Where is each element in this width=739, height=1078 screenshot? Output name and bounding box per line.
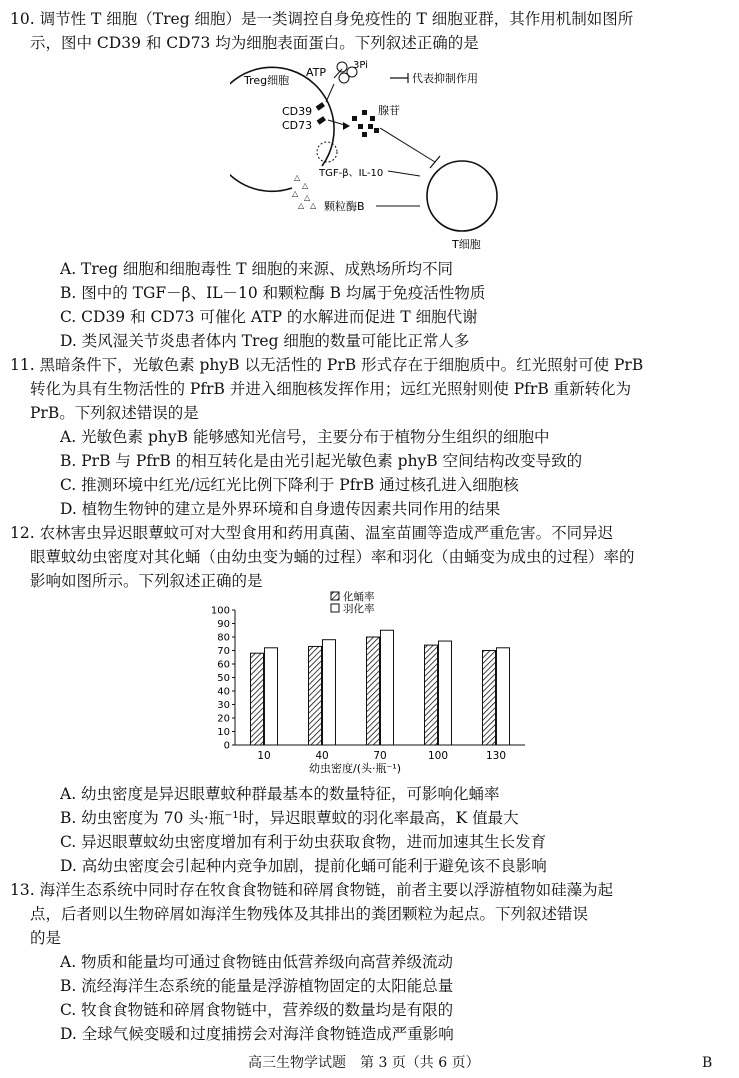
y-tick-label: 20 (217, 713, 230, 725)
svg-text:△: △ (310, 201, 317, 210)
y-tick-label: 40 (217, 686, 230, 698)
q13-stem-line2: 点，后者则以生物碎屑如海洋生物残体及其排出的粪团颗粒为起点。下列叙述错误 (30, 905, 589, 923)
q13-option-d: D. 全球气候变暖和过度捕捞会对海洋食物链造成严重影响 (60, 1025, 454, 1043)
bar-eclosion (497, 648, 510, 745)
adenosine-label: 腺苷 (378, 104, 400, 117)
y-tick-label: 100 (210, 605, 230, 617)
bar-eclosion (381, 630, 394, 745)
granzyme-label: 颗粒酶B (324, 200, 365, 213)
atp-label: ATP (306, 66, 327, 79)
q11-stem-line3: PrB。下列叙述错误的是 (30, 404, 199, 422)
svg-text:△: △ (302, 181, 309, 190)
q13-option-b: B. 流经海洋生态系统的能量是浮游植物固定的太阳能总量 (60, 977, 454, 995)
q13-stem-line1: 13. 海洋生态系统中同时存在牧食食物链和碎屑食物链，前者主要以浮游植物如硅藻为起 (10, 881, 614, 899)
legend-label: 代表抑制作用 (412, 72, 478, 85)
granzyme-molecules (292, 173, 317, 210)
q12-stem-line2: 眼蕈蚊幼虫密度对其化蛹（由幼虫变为蛹的过程）率和羽化（由蛹变为成虫的过程）率的 (30, 548, 635, 566)
y-tick-label: 70 (217, 646, 230, 657)
bar-pupation (425, 645, 438, 745)
pi-label: 3Pi (353, 60, 368, 71)
legend-label: 化蛹率 (343, 591, 375, 603)
t-cell-outline (427, 161, 497, 231)
page-footer: 高三生物学试题 第 3 页（共 6 页） (248, 1055, 480, 1071)
svg-text:△: △ (304, 193, 311, 202)
q13-option-c: C. 牧食食物链和碎屑食物链中，营养级的数量均是有限的 (60, 1001, 454, 1019)
q12-stem-line3: 影响如图所示。下列叙述正确的是 (30, 572, 263, 590)
x-tick-label: 70 (373, 750, 387, 762)
adenosine-molecules (352, 110, 379, 137)
y-tick-label: 30 (217, 700, 230, 711)
cd73-label: CD73 (282, 119, 313, 132)
x-tick-label: 10 (257, 750, 271, 762)
bar-pupation (483, 651, 496, 746)
q13-stem-line3: 的是 (30, 929, 62, 947)
treg-label: Treg细胞 (244, 74, 290, 87)
x-axis-label: 幼虫密度/(头·瓶⁻¹) (308, 762, 402, 775)
y-tick-label: 50 (217, 673, 230, 684)
treg-mechanism-diagram (230, 58, 530, 253)
q10-stem-line2: 示，图中 CD39 和 CD73 均为细胞表面蛋白。下列叙述正确的是 (30, 34, 479, 52)
q13-option-a: A. 物质和能量均可通过食物链由低营养级向高营养级流动 (60, 953, 454, 971)
y-tick-label: 60 (217, 659, 230, 671)
bar-eclosion (323, 640, 336, 745)
version-label: B (702, 1055, 713, 1071)
q10-option-d: D. 类风湿关节炎患者体内 Treg 细胞的数量可能比正常人多 (60, 332, 470, 350)
q11-stem-line2: 转化为具有生物活性的 PfrB 并进入细胞核发挥作用；远红光照射则使 PfrB 重新转化为 (30, 380, 632, 398)
svg-text:△: △ (298, 201, 305, 210)
bar-eclosion (265, 648, 278, 745)
tgf-label: TGF-β、IL-10 (319, 168, 384, 179)
cd39-label: CD39 (282, 105, 313, 118)
q11-option-a: A. 光敏色素 phyB 能够感知光信号，主要分布于植物分生组织的细胞中 (60, 428, 550, 446)
x-tick-label: 40 (315, 750, 329, 762)
q10-option-a: A. Treg 细胞和细胞毒性 T 细胞的来源、成熟场所均不同 (60, 260, 454, 278)
bar-pupation (367, 637, 380, 745)
density-bar-chart (205, 590, 545, 778)
y-tick-label: 90 (217, 619, 230, 630)
q12-option-c: C. 异迟眼蕈蚊幼虫密度增加有利于幼虫获取食物，进而加速其生长发育 (60, 833, 547, 851)
q10-stem-line1: 10. 调节性 T 细胞（Treg 细胞）是一类调控自身免疫性的 T 细胞亚群，其作用机制如图所 (10, 10, 634, 28)
q10-option-c: C. CD39 和 CD73 可催化 ATP 的水解进而促进 T 细胞代谢 (60, 308, 478, 326)
bar-eclosion (439, 641, 452, 745)
legend-swatch (331, 604, 339, 612)
q11-option-d: D. 植物生物钟的建立是外界环境和自身遗传因素共同作用的结果 (60, 500, 501, 518)
q10-option-b: B. 图中的 TGF－β、IL－10 和颗粒酶 B 均属于免疫活性物质 (60, 284, 486, 302)
y-tick-label: 80 (217, 632, 230, 644)
t-cell-label: T细胞 (452, 238, 481, 251)
legend-label: 羽化率 (343, 603, 375, 615)
y-tick-label: 0 (223, 740, 230, 752)
q12-stem-line1: 12. 农林害虫异迟眼蕈蚊可对大型食用和药用真菌、温室苗圃等造成严重危害。不同异迟 (10, 524, 614, 542)
q11-option-c: C. 推测环境中红光/远红光比例下降利于 PfrB 通过核孔进入细胞核 (60, 476, 519, 494)
legend-swatch (331, 592, 339, 600)
bar-pupation (251, 653, 264, 745)
q11-stem-line1: 11. 黑暗条件下，光敏色素 phyB 以无活性的 PrB 形式存在于细胞质中。红光照射可使 PrB (10, 356, 644, 374)
y-tick-label: 10 (217, 727, 230, 738)
svg-text:△: △ (292, 189, 299, 198)
q11-option-b: B. PrB 与 PfrB 的相互转化是由光引起光敏色素 phyB 空间结构改变导致的 (60, 452, 583, 470)
svg-text:△: △ (294, 173, 301, 182)
x-tick-label: 100 (427, 750, 449, 762)
x-tick-label: 130 (485, 750, 507, 762)
q12-option-a: A. 幼虫密度是异迟眼蕈蚊种群最基本的数量特征，可影响化蛹率 (60, 785, 500, 803)
q12-option-b: B. 幼虫密度为 70 头·瓶⁻¹时，异迟眼蕈蚊的羽化率最高，K 值最大 (60, 809, 519, 827)
bar-pupation (309, 646, 322, 745)
q12-option-d: D. 高幼虫密度会引起种内竞争加剧，提前化蛹可能利于避免该不良影响 (60, 857, 547, 875)
